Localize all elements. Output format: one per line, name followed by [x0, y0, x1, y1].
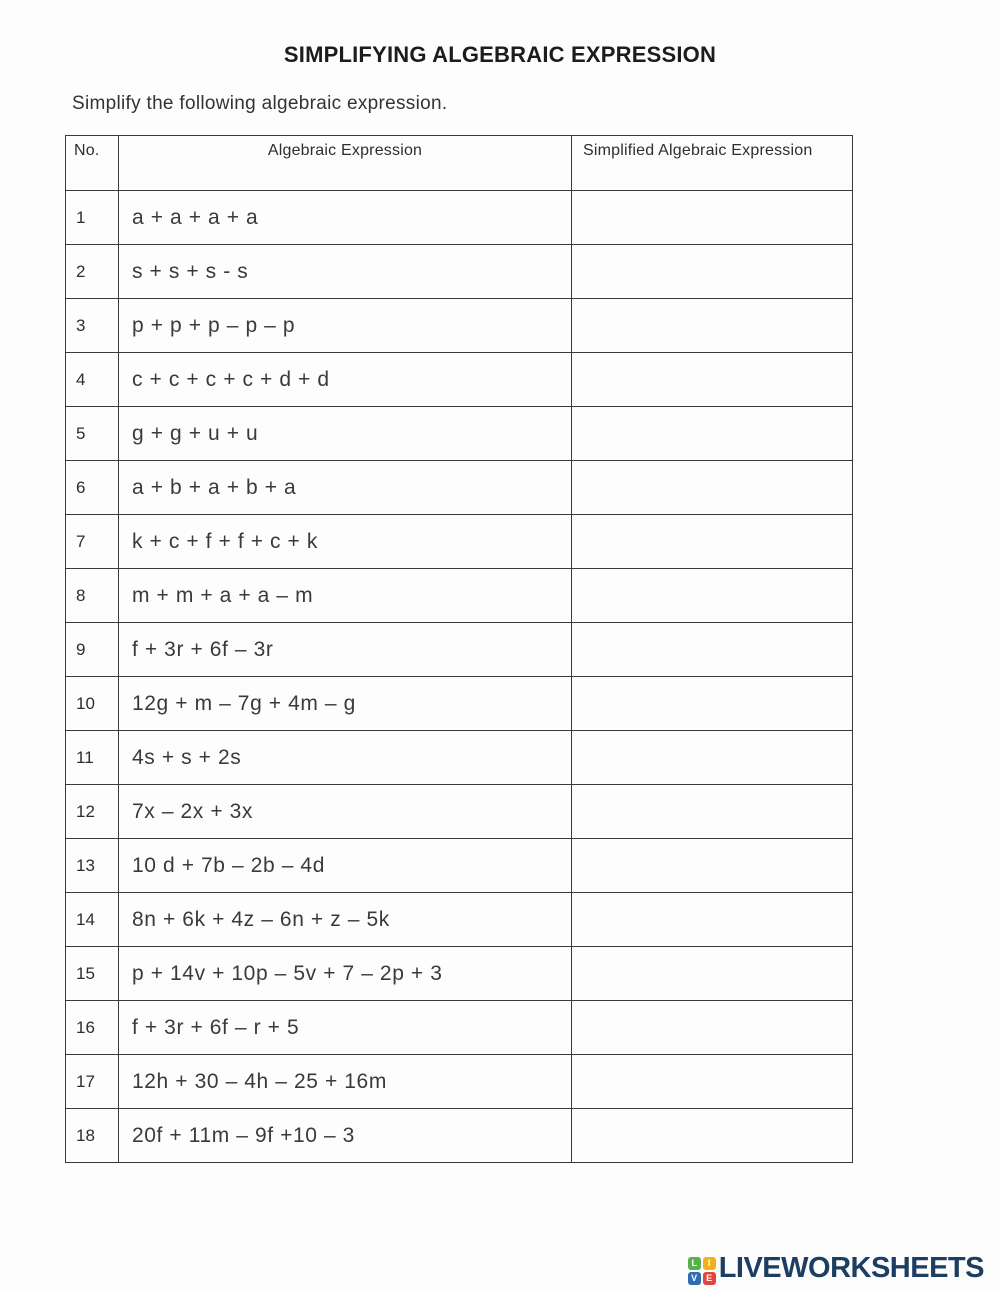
row-number: 10	[66, 677, 119, 731]
answer-cell[interactable]	[572, 731, 853, 785]
row-number: 14	[66, 893, 119, 947]
worksheet-table-body	[66, 191, 853, 1163]
row-number: 3	[66, 299, 119, 353]
header-no: No.	[66, 136, 119, 191]
table-header	[66, 136, 853, 191]
table-row	[66, 245, 853, 299]
algebraic-expression: 12g + m – 7g + 4m – g	[119, 677, 572, 731]
table-row	[66, 353, 853, 407]
answer-cell[interactable]	[572, 1001, 853, 1055]
table-row	[66, 1109, 853, 1163]
row-number: 5	[66, 407, 119, 461]
answer-cell[interactable]	[572, 353, 853, 407]
algebraic-expression: k + c + f + f + c + k	[119, 515, 572, 569]
row-number: 9	[66, 623, 119, 677]
logo-square-i: I	[703, 1257, 716, 1270]
worksheet-table	[65, 135, 853, 1163]
logo-square-e: E	[703, 1272, 716, 1285]
row-number: 1	[66, 191, 119, 245]
row-number: 2	[66, 245, 119, 299]
table-row	[66, 1001, 853, 1055]
algebraic-expression: c + c + c + c + d + d	[119, 353, 572, 407]
table-row	[66, 461, 853, 515]
answer-cell[interactable]	[572, 407, 853, 461]
row-number: 7	[66, 515, 119, 569]
table-row	[66, 785, 853, 839]
row-number: 4	[66, 353, 119, 407]
table-row	[66, 1055, 853, 1109]
answer-cell[interactable]	[572, 1109, 853, 1163]
algebraic-expression: s + s + s - s	[119, 245, 572, 299]
algebraic-expression: g + g + u + u	[119, 407, 572, 461]
logo-square-l: L	[688, 1257, 701, 1270]
table-row	[66, 839, 853, 893]
row-number: 12	[66, 785, 119, 839]
row-number: 6	[66, 461, 119, 515]
algebraic-expression: 12h + 30 – 4h – 25 + 16m	[119, 1055, 572, 1109]
row-number: 13	[66, 839, 119, 893]
algebraic-expression: a + a + a + a	[119, 191, 572, 245]
algebraic-expression: f + 3r + 6f – 3r	[119, 623, 572, 677]
answer-cell[interactable]	[572, 893, 853, 947]
row-number: 11	[66, 731, 119, 785]
instruction-text: Simplify the following algebraic expression.	[72, 93, 448, 114]
header-row	[66, 136, 853, 191]
answer-cell[interactable]	[572, 569, 853, 623]
page-title: SIMPLIFYING ALGEBRAIC EXPRESSION	[283, 42, 717, 67]
table-row	[66, 299, 853, 353]
algebraic-expression: p + p + p – p – p	[119, 299, 572, 353]
row-number: 15	[66, 947, 119, 1001]
answer-cell[interactable]	[572, 1055, 853, 1109]
answer-cell[interactable]	[572, 785, 853, 839]
algebraic-expression: 7x – 2x + 3x	[119, 785, 572, 839]
algebraic-expression: f + 3r + 6f – r + 5	[119, 1001, 572, 1055]
table-row	[66, 569, 853, 623]
row-number: 17	[66, 1055, 119, 1109]
logo-square-v: V	[688, 1272, 701, 1285]
table-row	[66, 191, 853, 245]
table-row	[66, 407, 853, 461]
answer-cell[interactable]	[572, 677, 853, 731]
row-number: 8	[66, 569, 119, 623]
header-simplified: Simplified Algebraic Expression	[572, 136, 853, 191]
answer-cell[interactable]	[572, 623, 853, 677]
answer-cell[interactable]	[572, 461, 853, 515]
answer-cell[interactable]	[572, 947, 853, 1001]
algebraic-expression: 8n + 6k + 4z – 6n + z – 5k	[119, 893, 572, 947]
algebraic-expression: m + m + a + a – m	[119, 569, 572, 623]
table-row	[66, 893, 853, 947]
header-expression: Algebraic Expression	[119, 136, 572, 191]
table-row	[66, 623, 853, 677]
algebraic-expression: 20f + 11m – 9f +10 – 3	[119, 1109, 572, 1163]
table-row	[66, 515, 853, 569]
answer-cell[interactable]	[572, 839, 853, 893]
answer-cell[interactable]	[572, 299, 853, 353]
table-row	[66, 731, 853, 785]
algebraic-expression: p + 14v + 10p – 5v + 7 – 2p + 3	[119, 947, 572, 1001]
liveworksheets-logo	[688, 1252, 984, 1285]
algebraic-expression: 4s + s + 2s	[119, 731, 572, 785]
table-row	[66, 677, 853, 731]
answer-cell[interactable]	[572, 191, 853, 245]
answer-cell[interactable]	[572, 245, 853, 299]
answer-cell[interactable]	[572, 515, 853, 569]
row-number: 18	[66, 1109, 119, 1163]
row-number: 16	[66, 1001, 119, 1055]
liveworksheets-brand-text: LIVEWORKSHEETS	[718, 1252, 984, 1284]
table-row	[66, 947, 853, 1001]
liveworksheets-logo-icon	[688, 1257, 716, 1285]
algebraic-expression: a + b + a + b + a	[119, 461, 572, 515]
algebraic-expression: 10 d + 7b – 2b – 4d	[119, 839, 572, 893]
